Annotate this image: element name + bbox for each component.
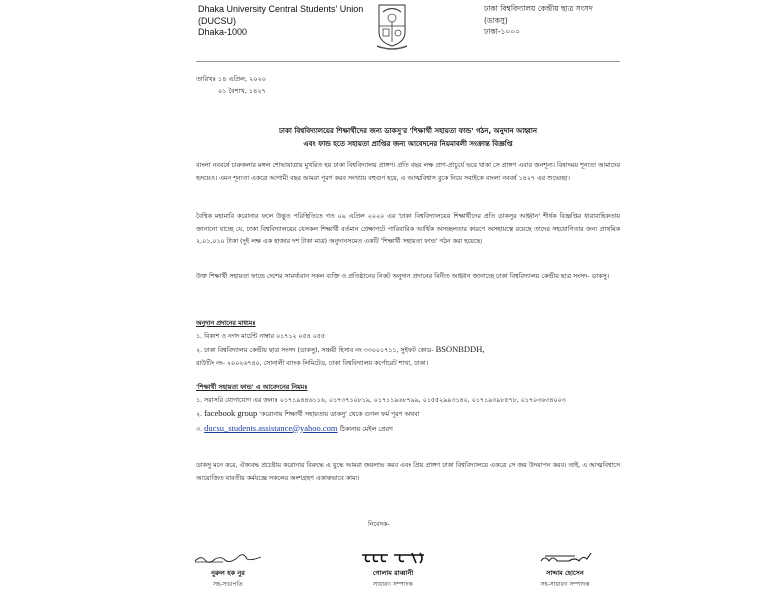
application-item: ১. সরাসরি যোগাযোগ এর জন্যঃ ০১৭১৯৪৪৬১১৬, ০১৭৩৭১০৮১৯, ০১৭১১৯৬৮৭৯৯, ০১৫৫২৯৯৩১৪০, ০১৭১৯৩৯৮৫৭৮, ০১৭০৩৬৩৪০০৩ — [196, 396, 566, 404]
donation-item: ১. বিকাশ ও নগদ মার্চেন্ট নাম্বার ০১৭১২ ০৫৪ ০৫৫ — [196, 332, 325, 340]
signature-icon — [358, 547, 428, 567]
signatory-assistant-general-secretary — [505, 547, 625, 590]
notice-date — [196, 73, 266, 97]
org-name-line: Dhaka University Central Students' Union — [198, 4, 364, 14]
title-line: ঢাকা বিশ্ববিদ্যালয়ের শিক্ষার্থীদের জন্য ডাকসু'র 'শিক্ষার্থী সহায়তা ফান্ড' গঠন, অনুদান আহ্বান — [278, 127, 538, 135]
application-item — [196, 422, 620, 437]
submitted-by-label: নিবেদক- — [368, 521, 390, 528]
signatory-name: নুরুল হক নুর — [211, 569, 245, 577]
university-crest-icon — [375, 2, 409, 52]
org-name-english — [198, 4, 363, 39]
signature-icon — [535, 547, 595, 567]
donation-methods-section — [196, 318, 620, 370]
swift-code: BSONBDDH, — [435, 344, 485, 354]
org-address-line: Dhaka-1000 — [198, 27, 248, 37]
donation-item-continued: রাউটিং নং- ২০০২৬৭৪০, সোনালী ব্যাংক লিমিটেড, ঢাকা বিশ্ববিদ্যালয় কর্পোরেট শাখা, ঢাকা। — [196, 359, 428, 367]
signatory-name: সাদ্দাম হোসেন — [546, 569, 584, 577]
section-heading: অনুদান প্রদানের মাধ্যমঃ — [196, 320, 256, 327]
date-gregorian: তারিখঃ ১৪ এপ্রিল, ২০২০ — [196, 75, 267, 83]
signatory-role: সাধারণ সম্পাদক — [373, 581, 413, 588]
paragraph-closing: ডাকসু মনে করে, ঐক্যবদ্ধ প্রচেষ্টায় করোনার বিরুদ্ধে এ যুদ্ধে আমরা জয়লাভ করব এবং প্রিয় প্রাঙ্গণ ঢাকা বিশ্ববিদ্যালয়ে একত্রে সে জয় উদযাপন করব। তাই, এ আত্মবিশ্বাসে আয়োজিত যাবতীয় কর্মযজ্ঞে সকলের অংশগ্রহণ একান্তভাবে কাম্য। — [196, 462, 620, 482]
email-instruction: ঠিকানায় মেইল প্রেরণ — [339, 425, 393, 433]
notice-title — [196, 125, 620, 151]
facebook-group-text: 'করোনায় শিক্ষার্থী সহায়তায় ডাকসু' থেকে গুগল ফর্ম পূরণ অথবা — [259, 411, 420, 418]
signatory-role: সহ-সাধারণ সম্পাদক — [540, 581, 590, 588]
date-bangla: ০১ বৈশাখ, ১৪২৭ — [218, 87, 266, 95]
email-link[interactable]: ducsu_students.assistance@yahoo.com — [204, 422, 338, 433]
item-number: ২. — [196, 411, 203, 418]
signatory-vice-president — [168, 547, 288, 590]
title-line: এবং ফান্ড হতে সহায়তা প্রাপ্তির জন্য আবেদনের নিয়মাবলী সংক্রান্ত বিজ্ঞপ্তি — [303, 140, 513, 148]
signatory-name: গোলাম রাব্বানী — [372, 569, 414, 577]
org-abbr-line: (DUCSU) — [198, 15, 236, 26]
donation-item — [196, 343, 620, 358]
paragraph-donation-appeal: উক্ত শিক্ষার্থী সহায়তা ফান্ডে দেশের সামর্থ্যবান সকল ব্যক্তি ও প্রতিষ্ঠানের নিকট অনুদান প্রদানের বিনীত আহ্বান জানাচ্ছে ঢাকা বিশ্ববিদ্যালয় কেন্দ্রীয় ছাত্র সংসদ- ডাকসু। — [196, 273, 609, 280]
application-rules-section — [196, 382, 620, 436]
application-item — [196, 407, 620, 422]
signature-icon — [193, 547, 263, 567]
item-number: ৩. — [196, 425, 203, 433]
signatory-general-secretary — [333, 547, 453, 590]
org-abbr-line: (ডাকসু) — [484, 15, 508, 25]
org-name-bangla — [484, 3, 593, 38]
signatory-role: সহ-সভাপতি — [213, 581, 243, 588]
paragraph-fund-formation: বৈশ্বিক মহামারি করোনার ফলে উদ্ভূত পরিস্থিতিতে গত ০৯ এপ্রিল ২০২০ এর 'ঢাকা বিশ্ববিদ্যালয়ের শিক্ষার্থীদের প্রতি ডাকসুর আহ্বান' শীর্ষক বিজ্ঞপ্তির ধারাবাহিকতায় জানানো যাচ্ছে যে, ঢাকা বিশ্ববিদ্যালয়ের যেসকল শিক্ষার্থী বর্তমান প্রেক্ষাপটে পারিবারিক আর্থিক অসচ্ছলতার কারণে অসহায়ত্বে রয়েছে তাদের সহযোগিতার জন্য প্রাথমিক ২,০১,০১০ টাকা (দুই লক্ষ এক হাজার দশ টাকা মাত্র) অনুদানসমেত একটি 'শিক্ষার্থী সহায়তা ফান্ড' গঠন করা হয়েছে। — [196, 213, 620, 245]
org-name-line: ঢাকা বিশ্ববিদ্যালয় কেন্দ্রীয় ছাত্র সংসদ — [484, 4, 593, 13]
header-divider — [196, 61, 620, 62]
section-heading: 'শিক্ষার্থী সহায়তা ফান্ড' এ আবেদনের নিয়মঃ — [196, 384, 308, 391]
facebook-group-label: facebook group — [204, 408, 258, 418]
bank-account-text: ২. ঢাকা বিশ্ববিদ্যালয় কেন্দ্রীয় ছাত্র সংসদ (ডাকসু), সঞ্চয়ী হিসাব নং ৩৩০০১৭১১, সুইফট কোড- — [196, 347, 434, 354]
org-address-line: ঢাকা-১০০০ — [484, 27, 521, 36]
paragraph-greeting: বাংলা নববর্ষে চারুকলার মঙ্গল শোভাযাত্রায় মুখরিত হয় ঢাকা বিশ্ববিদ্যালয় প্রাঙ্গণ। প্রতি বছর লক্ষ প্রাণ-প্রাচুর্যে ভরে থাকা সে প্রাঙ্গণ এবার জনশূন্য। বিষাদময় শূন্যতা আমাদের হৃদয়েও। এমন শূন্যতা একত্রে আগামী বছর আমরা পূরণ করব সংখ্যায় বহুগুণ হয়ে, এ আত্মবিশ্বাস বুকে নিয়ে সবাইকে বাংলা নববর্ষ ১৪২৭ এর শুভেচ্ছা। — [196, 162, 620, 182]
